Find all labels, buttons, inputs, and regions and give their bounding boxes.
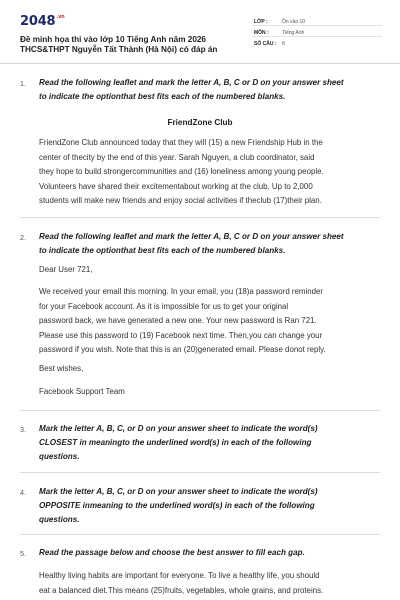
letter-line: password back, we have generated a new one. Your new password is Ran 721. (39, 316, 317, 325)
passage-1 (39, 136, 379, 209)
meta-divider (252, 25, 382, 26)
passage-title: FriendZone Club (167, 118, 233, 127)
exam-title (20, 35, 235, 55)
question-number: 2. (20, 233, 26, 242)
divider (20, 410, 380, 411)
question-instruction (39, 76, 384, 104)
logo-text: 2048 (20, 14, 56, 29)
passage-line: Healthy living habits are important for everyone. To live a healthy life, you should (39, 571, 320, 580)
divider (20, 217, 380, 218)
passage-line: FriendZone Club announced today that they will (15) a new Friendship Hub in the (39, 138, 323, 147)
letter-signature: Facebook Support Team (39, 387, 125, 396)
letter-line: Please use this password to (19) Facebook next time. Then,you can change your (39, 330, 323, 340)
instruction-line: Read the following leaflet and mark the letter A, B, C or D on your answer sheet (39, 78, 344, 87)
instruction-line: questions. (39, 515, 80, 524)
logo-suffix: .vn (56, 14, 65, 20)
question-number: 5. (20, 549, 26, 558)
instruction-line: questions. (39, 452, 80, 461)
question-instruction (39, 422, 384, 464)
instruction-line: Read the following leaflet and mark the letter A, B, C or D on your answer sheet (39, 232, 344, 241)
letter-greeting: Dear User 721, (39, 265, 93, 274)
instruction-line: to indicate the optionthat best fits each of the numbered blanks. (39, 92, 286, 101)
instruction-line: Read the passage below and choose the best answer to fill each gap. (39, 548, 305, 557)
exam-title-line-2: THCS&THPT Nguyễn Tất Thành (Hà Nội) có đáp án (20, 45, 218, 54)
site-logo[interactable] (20, 14, 380, 29)
meta-value: Tiếng Anh (282, 29, 305, 36)
letter-line: We received your email this morning. In your email, you (18)a password reminder (39, 287, 324, 296)
exam-title-line-1: Đề minh họa thi vào lớp 10 Tiếng Anh năm 2026 (20, 35, 206, 44)
question-instruction (39, 230, 384, 258)
passage-line: Volunteers have shared their excitementabout working at the club. Up to 2,000 (39, 181, 313, 191)
meta-key: MÔN : (254, 29, 269, 36)
letter-line: password if you wish. Note that this is an (20)generated email. Please donot reply. (39, 345, 326, 354)
letter-closing: Best wishes, (39, 364, 84, 373)
meta-value: 8 (282, 40, 285, 47)
exam-meta (254, 16, 305, 49)
passage-line: eat a balanced diet.This means (25)fruits, vegetables, whole grains, and proteins. (39, 585, 324, 595)
question-instruction (39, 485, 384, 527)
instruction-line: Mark the letter A, B, C, or D on your answer sheet to indicate the word(s) (39, 487, 318, 496)
meta-key: LỚP : (254, 18, 268, 25)
passage-line: center of thecity by the end of this year. Sarah Nguyen, a club coordinator, said (39, 152, 315, 162)
letter-body (39, 285, 379, 358)
meta-value: Ôn vào 10 (282, 18, 306, 25)
passage-line: they hope to build strongercommunities and (16) loneliness among young people. (39, 167, 324, 176)
passage-line: students will make new friends and enjoy social activities if theclub (17)their plan. (39, 196, 322, 205)
question-number: 4. (20, 488, 26, 497)
instruction-line: to indicate the optionthat best fits each of the numbered blanks. (39, 246, 286, 255)
divider (20, 472, 380, 473)
instruction-line: Mark the letter A, B, C, or D on your answer sheet to indicate the word(s) (39, 424, 318, 433)
meta-key: SỐ CÂU : (254, 40, 277, 47)
letter-line: for your Facebook account. As it is impossible for us to get your original (39, 301, 289, 311)
instruction-line: CLOSEST in meaningto the underlined word(s) in each of the following (39, 438, 312, 447)
question-number: 1. (20, 79, 26, 88)
question-instruction (39, 546, 384, 560)
question-number: 3. (20, 425, 26, 434)
divider (20, 534, 380, 535)
page-header (0, 0, 400, 64)
meta-divider (252, 36, 382, 37)
instruction-line: OPPOSITE inmeaning to the underlined word(s) in each of the following (39, 501, 315, 510)
passage-5 (39, 569, 379, 598)
meta-row-count (254, 38, 305, 49)
